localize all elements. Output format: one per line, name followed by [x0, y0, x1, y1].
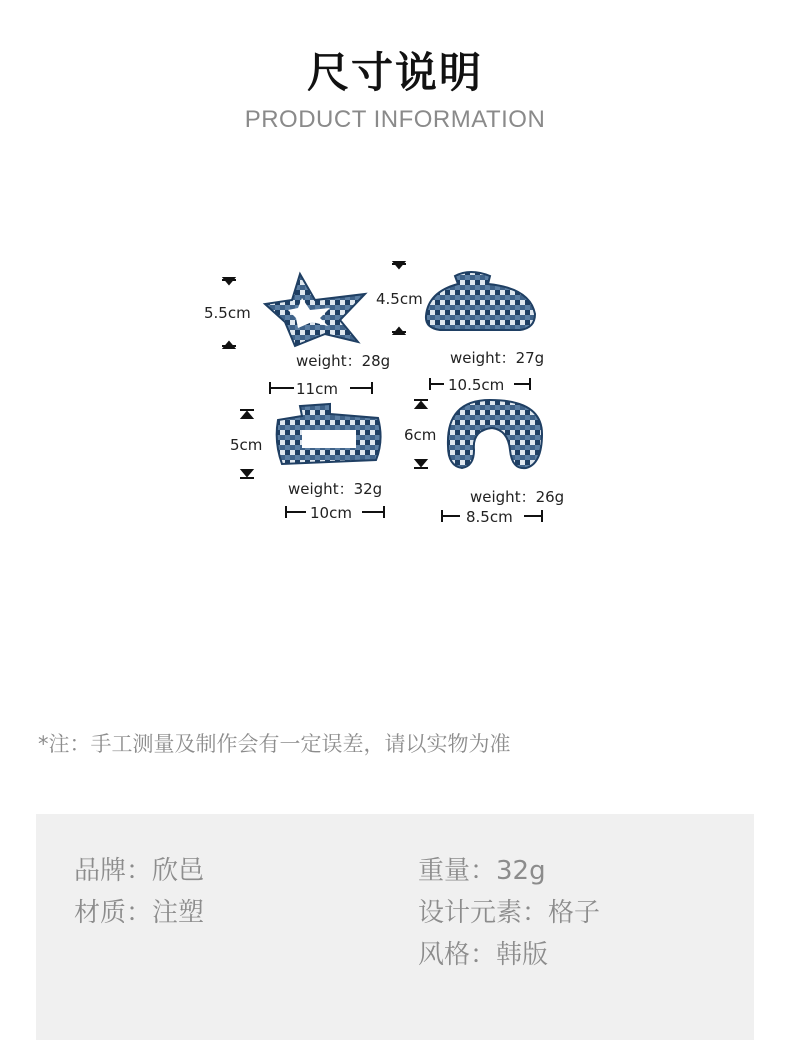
claw-width-label: 10.5cm [448, 376, 505, 394]
spec-brand: 品牌：欣邑 [74, 856, 205, 886]
claw-height-label: 4.5cm [376, 290, 423, 308]
round-clip-image [448, 400, 542, 468]
round-height-label: 6cm [404, 426, 437, 444]
star-weight-label: weight：28g [296, 352, 391, 370]
spec-material: 材质：注塑 [74, 898, 205, 928]
page-title: 尺寸说明 [306, 48, 483, 97]
square-weight-label: weight：32g [288, 480, 383, 498]
square-width-label: 10cm [310, 504, 352, 522]
product-size-figure [190, 250, 610, 540]
star-clip-image [265, 274, 365, 346]
claw-clip-image [426, 272, 535, 330]
round-width-label: 8.5cm [466, 508, 513, 526]
measurement-note: *注：手工测量及制作会有一定误差，请以实物为准 [38, 732, 511, 756]
spec-design: 设计元素：格子 [418, 898, 601, 928]
square-height-label: 5cm [230, 436, 263, 454]
square-clip-image [277, 404, 381, 464]
claw-weight-label: weight：27g [450, 349, 545, 367]
spec-weight: 重量：32g [418, 856, 546, 886]
spec-style: 风格：韩版 [418, 940, 549, 970]
round-weight-label: weight：26g [470, 488, 565, 506]
page-subtitle: PRODUCT INFORMATION [244, 106, 546, 130]
star-width-label: 11cm [296, 380, 338, 398]
star-height-label: 5.5cm [204, 304, 251, 322]
spec-panel [36, 814, 754, 1040]
